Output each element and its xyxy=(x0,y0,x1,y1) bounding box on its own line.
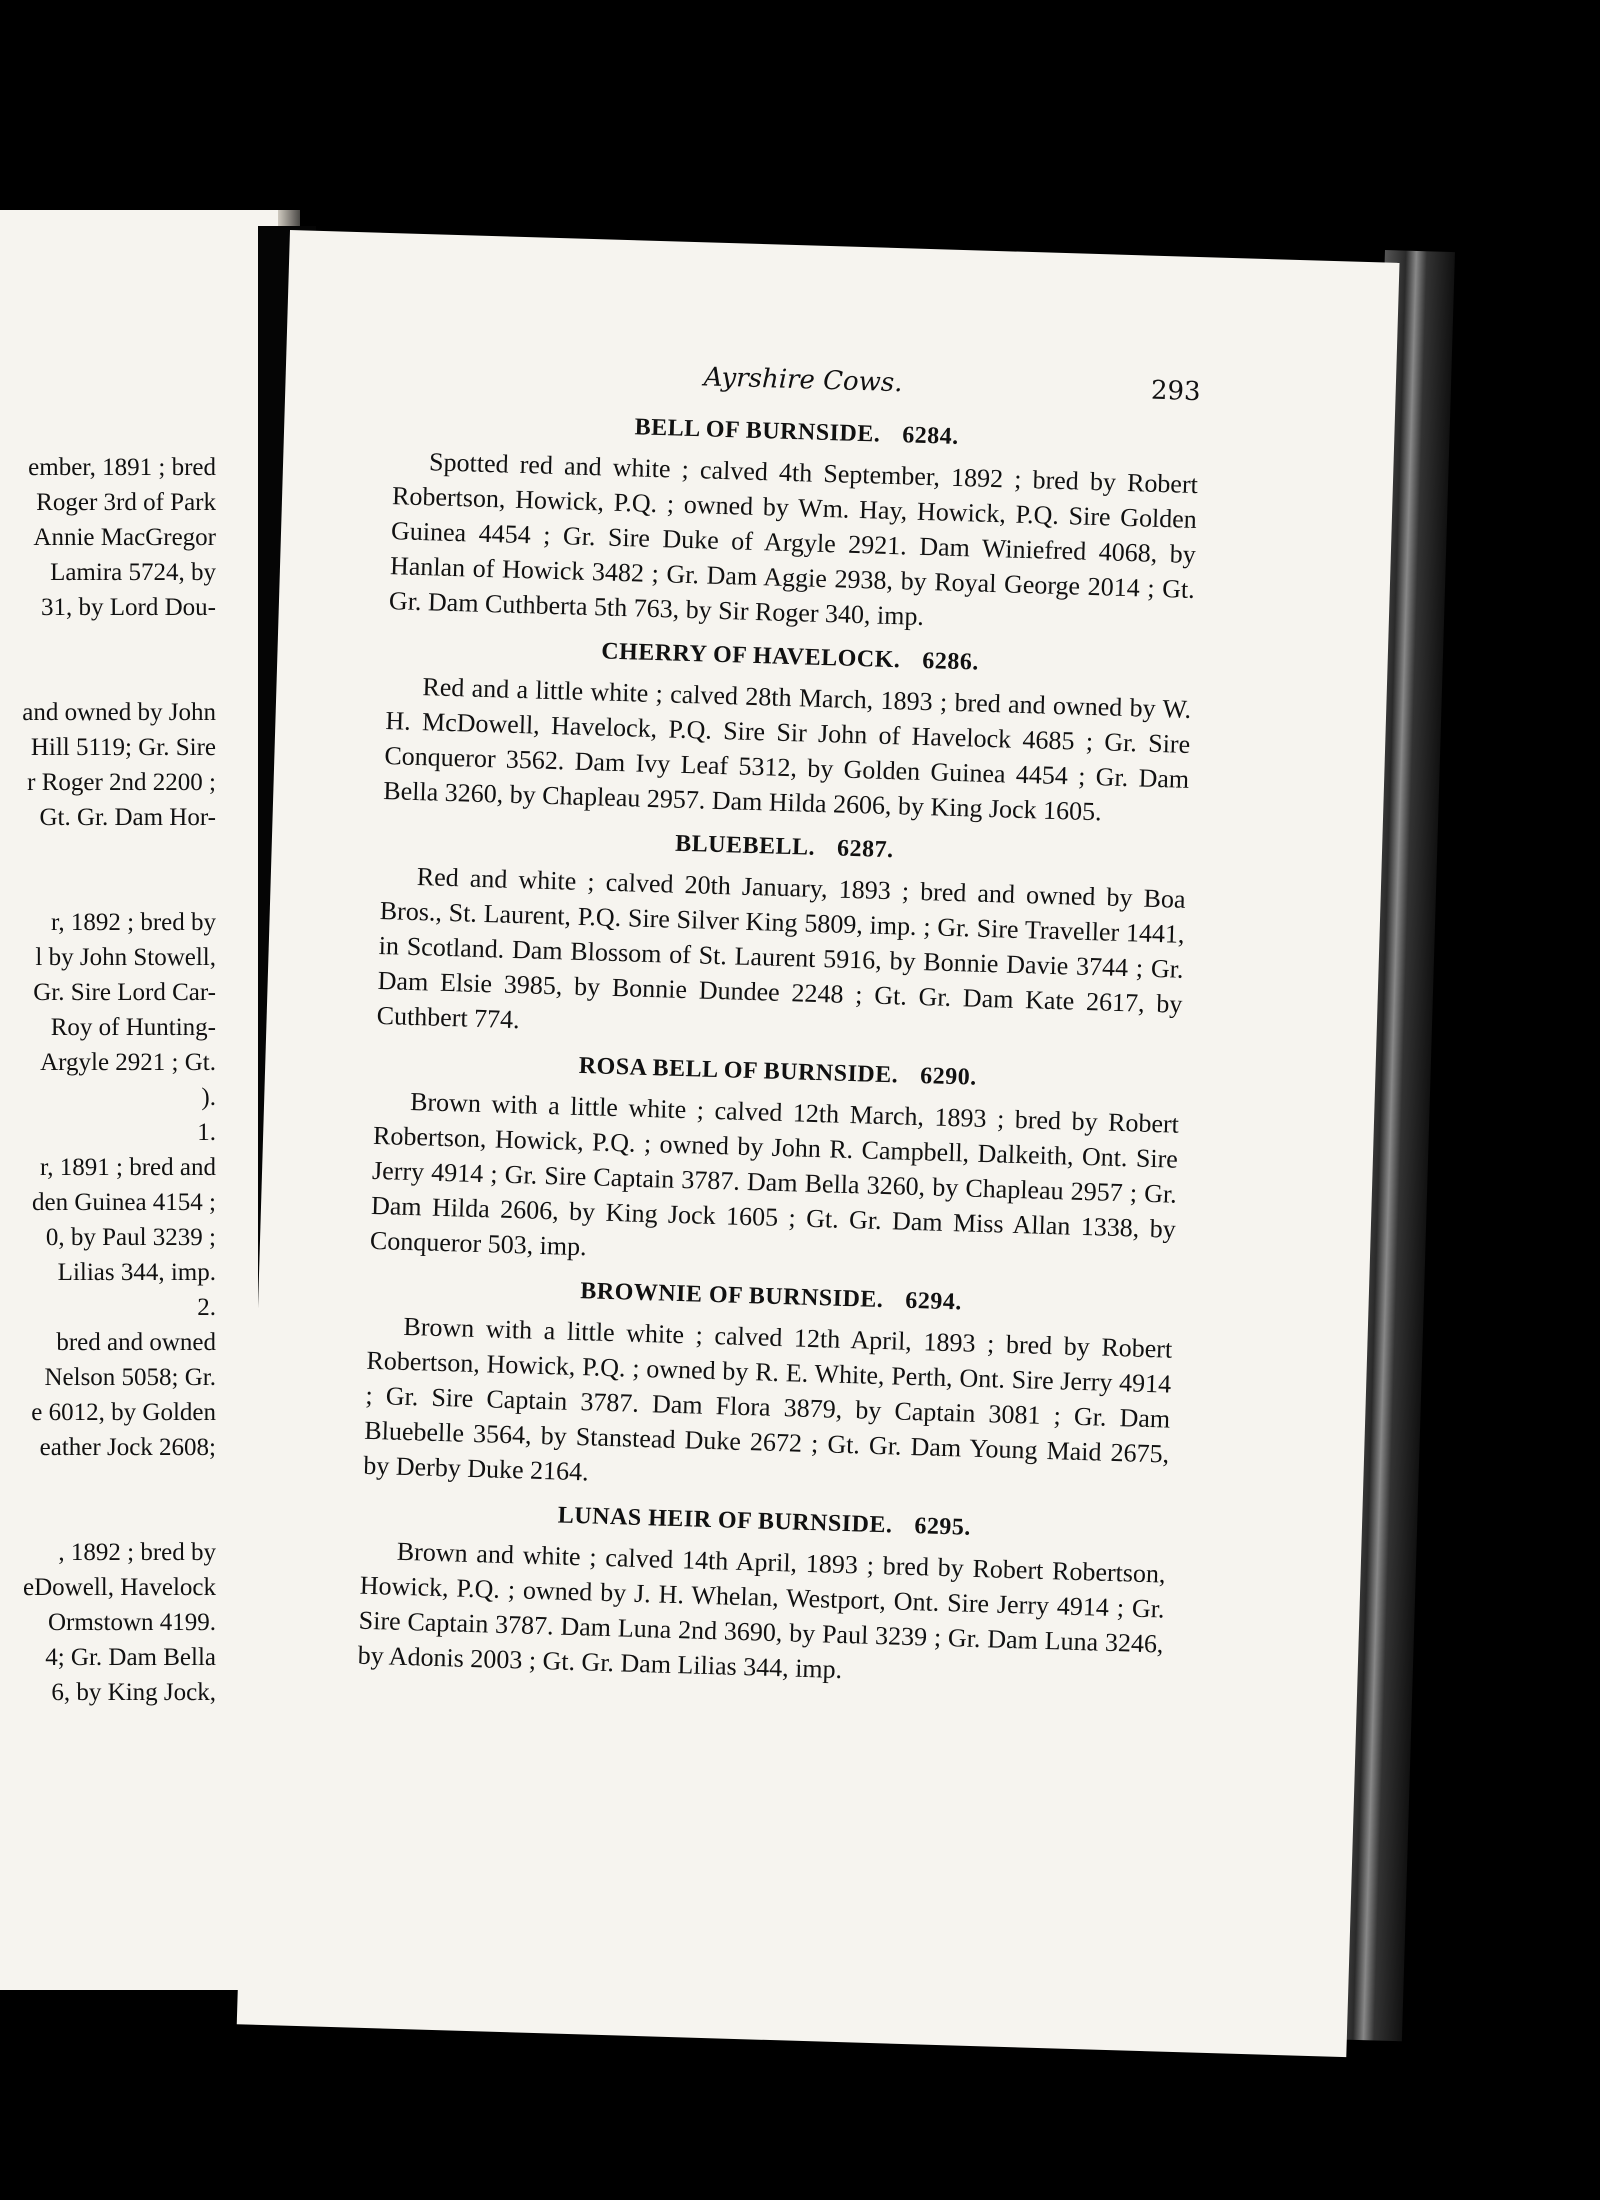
left-page-text xyxy=(6,450,216,1710)
left-page-line: Gt. Gr. Dam Hor- xyxy=(39,804,216,831)
pedigree-entry xyxy=(383,628,1193,832)
right-page xyxy=(237,230,1400,2057)
left-page-line: Ormstown 4199. xyxy=(47,1609,216,1636)
entry-number: 6286. xyxy=(921,647,980,676)
left-page-line: , 1892 ; bred by xyxy=(58,1539,216,1566)
left-page-line: 31, by Lord Dou- xyxy=(41,594,216,621)
left-page-line: Annie MacGregor xyxy=(33,524,216,551)
left-page-line xyxy=(6,1465,216,1500)
left-page-line xyxy=(6,660,216,695)
running-title: Ayrshire Cows. xyxy=(703,362,903,399)
entries-list xyxy=(357,403,1199,1696)
entry-name: LUNAS HEIR OF BURNSIDE. xyxy=(557,1502,893,1539)
left-page-line: r Roger 2nd 2200 ; xyxy=(27,769,216,796)
left-page-line: r, 1891 ; bred and xyxy=(39,1154,216,1181)
entry-name: BROWNIE OF BURNSIDE. xyxy=(579,1278,884,1314)
pedigree-entry xyxy=(370,1043,1181,1282)
left-page-line: e 6012, by Golden xyxy=(31,1399,216,1426)
entry-description: Brown with a little white ; calved 12th March, 1893 ; bred by Robert Robertson, Howick, P.Q. ; owned by John R. Campbell, Dalkeith, Ont. Sire Jerry 4914 ; Gr. Sire Captain 3787. Dam Bella 3260, by Chapleau 2957 ; Gr. Dam Hilda 2606, by King Jock 1605 ; Gt. Gr. Dam Miss Allan 1338, by Conqueror 503, imp. xyxy=(369,1086,1180,1262)
entry-number: 6294. xyxy=(904,1287,963,1316)
entry-name: CHERRY OF HAVELOCK. xyxy=(600,638,901,674)
entry-description: Red and a little white ; calved 28th March, 1893 ; bred and owned by W. H. McDowell, Havelock, P.Q. Sire Sir John of Havelock 4685 ; Gr. Sire Conqueror 3562. Dam Ivy Leaf 5312, by Golden Guinea 4454 ; Gr. Dam Bella 3260, by Chapleau 2957. Dam Hilda 2606, by King Jock 1605. xyxy=(382,672,1192,827)
entry-number: 6284. xyxy=(901,422,960,450)
entry-description: Brown and white ; calved 14th April, 1893 ; bred by Robert Robertson, Howick, P.Q. ; owned by J. H. Whelan, Westport, Ont. Sire Jerry 4914 ; Gr. Sire Captain 3787. Dam Luna 2nd 3690, by Paul 3239 ; Gr. Dam Luna 3246, by Adonis 2003 ; Gt. Gr. Dam Lilias 344, imp. xyxy=(357,1536,1166,1685)
left-page-line: eDowell, Havelock xyxy=(23,1574,216,1601)
entry-name: BLUEBELL. xyxy=(674,830,816,861)
left-page-line: Hill 5119; Gr. Sire xyxy=(30,734,216,761)
pedigree-entry xyxy=(389,403,1200,642)
left-page-line xyxy=(6,1500,216,1535)
left-page-line: ember, 1891 ; bred xyxy=(28,454,216,481)
pedigree-entry xyxy=(363,1268,1174,1507)
left-page-line: Roger 3rd of Park xyxy=(36,489,216,516)
left-page-line: Lamira 5724, by xyxy=(50,559,216,586)
entry-description: Brown with a little white ; calved 12th April, 1893 ; bred by Robert Robertson, Howick, P.Q. ; owned by R. E. White, Perth, Ont. Sire Jerry 4914 ; Gr. Sire Captain 3787. Dam Flora 3879, by Captain 3081 ; Gr. Dam Bluebelle 3564, by Stanstead Duke 2672 ; Gt. Gr. Dam Young Maid 2675, by Derby Duke 2164. xyxy=(362,1311,1173,1487)
entry-number: 6290. xyxy=(919,1063,978,1091)
page-content xyxy=(357,353,1201,1706)
left-page-line: 6, by King Jock, xyxy=(51,1679,216,1706)
page-number: 293 xyxy=(1150,375,1202,408)
entry-name: BELL OF BURNSIDE. xyxy=(634,414,881,448)
left-page-line: Argyle 2921 ; Gt. xyxy=(40,1049,216,1076)
entry-name: ROSA BELL OF BURNSIDE. xyxy=(578,1052,899,1089)
left-page-line: ). xyxy=(201,1084,216,1111)
entry-description: Spotted red and white ; calved 4th September, 1892 ; bred by Robert Robertson, Howick, P.Q. ; owned by Wm. Hay, Howick, P.Q. Sire Golden Guinea 4454 ; Gr. Sire Duke of Argyle 2921. Dam Winiefred 4068, by Hanlan of Howick 3482 ; Gr. Dam Aggie 2938, by Royal George 2014 ; Gt. Gr. Dam Cuthberta 5th 763, by Sir Roger 340, imp. xyxy=(388,447,1199,631)
left-page-line: Gr. Sire Lord Car- xyxy=(33,979,216,1006)
left-page-line: 1. xyxy=(197,1119,216,1146)
left-page-line: 4; Gr. Dam Bella xyxy=(45,1644,216,1671)
left-page-line: Roy of Hunting- xyxy=(50,1014,216,1041)
left-page-line: Nelson 5058; Gr. xyxy=(44,1364,216,1391)
left-page-line xyxy=(6,835,216,870)
left-page-line: den Guinea 4154 ; xyxy=(32,1189,216,1216)
pedigree-entry xyxy=(357,1493,1167,1697)
left-page-line: eather Jock 2608; xyxy=(39,1434,216,1461)
entry-number: 6295. xyxy=(914,1513,972,1541)
left-page-line xyxy=(6,870,216,905)
left-page-line: r, 1892 ; bred by xyxy=(51,909,216,936)
left-page-line: Lilias 344, imp. xyxy=(57,1259,216,1286)
left-page-line: bred and owned xyxy=(56,1329,216,1356)
left-page-line: and owned by John xyxy=(22,699,216,726)
left-page-line: l by John Stowell, xyxy=(35,944,216,971)
entry-description: Red and white ; calved 20th January, 1893 ; bred and owned by Boa Bros., St. Laurent, P.Q. Sire Silver King 5809, imp. ; Gr. Sire Traveller 1441, in Scotland. Dam Blossom of St. Laurent 5916, by Bonnie Davie 3744 ; Gr. Dam Elsie 3985, by Bonnie Dundee 2248 ; Gt. Gr. Dam Kate 2617, by Cuthbert 774. xyxy=(376,862,1186,1035)
left-page-line xyxy=(6,625,216,660)
left-page-line: 2. xyxy=(197,1294,216,1321)
pedigree-entry xyxy=(376,818,1187,1057)
entry-number: 6287. xyxy=(836,835,894,864)
left-page-line: 0, by Paul 3239 ; xyxy=(45,1224,216,1251)
